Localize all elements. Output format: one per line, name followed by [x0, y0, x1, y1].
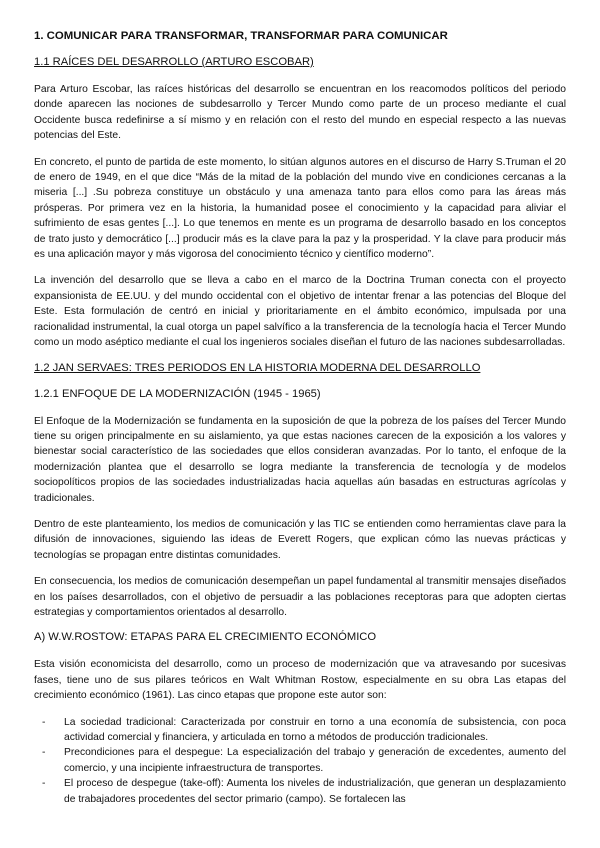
list-item-text: La sociedad tradicional: Caracterizada por construir en torno a una economía de subsistencia, con poca actividad comercial y financiera, y articulada en torno a métodos de producción tradicionales. — [64, 716, 566, 743]
section-1-1-title: 1.1 RAÍCES DEL DESARROLLO (ARTURO ESCOBAR) — [34, 56, 314, 68]
section-1-2-title: 1.2 JAN SERVAES: TRES PERIODOS EN LA HISTORIA MODERNA DEL DESARROLLO — [34, 361, 481, 374]
list-item-text: El proceso de despegue (take-off): Aumenta los niveles de industrialización, que generan un desplazamiento de trabajadores procedentes del sector primario (campo). Se fortalecen las — [64, 778, 566, 805]
paragraph: La invención del desarrollo que se lleva a cabo en el marco de la Doctrina Truman conecta con el proyecto expansionista de EE.UU. y del mundo occidental con el objetivo de intentar frenar a las potencias del Bloque del Este. Esta formulación de centró en inicial y prioritariamente en el ámbito económico, impulsada por una racionalidad instrumental, la cual otorga un papel salvífico a la transferencia de la tecnología hacia el Tercer Mundo como un modo aséptico mediante el cual los ingenieros sociales diseñan el futuro de las naciones subdesarrolladas. — [34, 275, 566, 349]
bullet-marker: - — [42, 778, 46, 790]
list-item-text: Precondiciones para el despegue: La especialización del trabajo y generación de excedentes, aumento del comercio, y una incipiente infraestructura de transportes. — [64, 747, 566, 774]
list-item — [42, 776, 566, 807]
list-item — [42, 715, 566, 746]
paragraph: Dentro de este planteamiento, los medios de comunicación y las TIC se entienden como herramientas clave para la difusión de innovaciones, siguiendo las ideas de Everett Rogers, que explican cómo las nuevas prácticas y tecnologías se propagan entre distintas comunidades. — [34, 518, 566, 561]
rostow-title: A) W.W.ROSTOW: ETAPAS PARA EL CRECIMIENTO ECONÓMICO — [34, 631, 377, 644]
stages-list — [34, 715, 566, 807]
paragraph: Para Arturo Escobar, las raíces históricas del desarrollo se encuentran en los reacomodos políticos del periodo donde aparecen las nociones de subdesarrollo y Tercer Mundo como parte de un proceso mediante el cual Occidente busca redefinirse a sí mismo y en relación con el resto del mundo en especial respecto a las nuevas potencias del Este. — [34, 84, 566, 142]
main-heading: 1. COMUNICAR PARA TRANSFORMAR, TRANSFORMAR PARA COMUNICAR — [34, 30, 448, 42]
list-item — [42, 745, 566, 776]
bullet-marker: - — [42, 747, 46, 759]
paragraph: En concreto, el punto de partida de este momento, lo sitúan algunos autores en el discurso de Harry S.Truman el 20 de enero de 1949, en el que dice “Más de la mitad de la población del mundo vive en condiciones cercanas a la miseria [...] .Su pobreza constituye un obstáculo y una amenaza tanto para ellos como para las áreas más prósperas. Por primera vez en la historia, la humanidad posee el conocimiento y la capacidad para aliviar el sufrimiento de esas gentes [...]. Lo que tenemos en mente es un programa de desarrollo basado en los conceptos de trato justo y democrático [...] producir más es la clave para la paz y la prosperidad. Y la clave para producir más es una aplicación mayor y más vigorosa del conocimiento técnico y científico moderno”. — [34, 156, 566, 261]
bullet-marker: - — [42, 716, 46, 728]
paragraph: El Enfoque de la Modernización se fundamenta en la suposición de que la pobreza de los países del Tercer Mundo tiene su origen principalmente en su aislamiento, ya que estas naciones carecen de la exposición a los valores y bienestar social característico de las sociedades que ellos consideran avanzadas. Por lo tanto, el enfoque de la modernización plantea que el desarrollo se logra mediante la transferencia de tecnología y de modelos sociopolíticos propios de las sociedades industrializadas hacia aquellas aún basadas en estructuras agrícolas y tradicionales. — [34, 415, 566, 504]
paragraph: En consecuencia, los medios de comunicación desempeñan un papel fundamental al transmitir mensajes diseñados en los países desarrollados, con el objetivo de persuadir a las poblaciones receptoras para que adopten ciertas estrategias y comportamientos orientados al desarrollo. — [34, 576, 566, 618]
paragraph: Esta visión economicista del desarrollo, como un proceso de modernización que va atravesando por sucesivas fases, tiene uno de sus pilares teóricos en Walt Whitman Rostow, especialmente en su obra Las etapas del crecimiento económico (1961). Las cinco etapas que propone este autor son: — [34, 659, 566, 702]
subsection-1-2-1-title: 1.2.1 ENFOQUE DE LA MODERNIZACIÓN (1945 - 1965) — [34, 387, 321, 400]
